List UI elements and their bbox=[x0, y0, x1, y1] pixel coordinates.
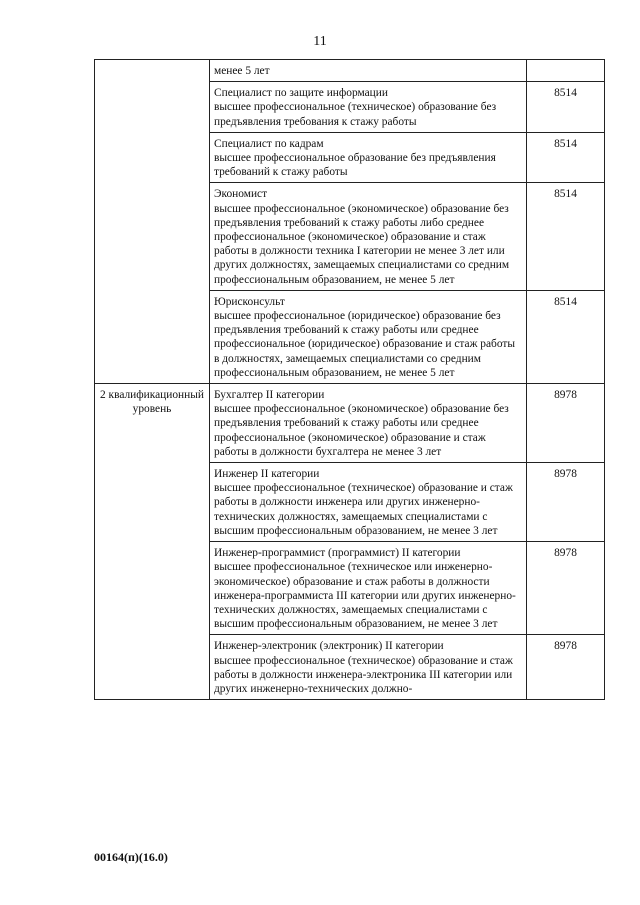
salary-cell: 8978 bbox=[527, 635, 605, 700]
position-cell bbox=[210, 60, 527, 82]
position-title: Бухгалтер II категории bbox=[214, 389, 325, 402]
position-title: Экономист bbox=[214, 188, 268, 201]
position-cell bbox=[210, 132, 527, 183]
position-description: менее 5 лет bbox=[214, 65, 270, 77]
salary-cell: 8514 bbox=[527, 183, 605, 290]
position-cell bbox=[210, 183, 527, 290]
salary-cell bbox=[527, 60, 605, 82]
salary-cell: 8514 bbox=[527, 82, 605, 133]
qualification-table bbox=[94, 59, 605, 700]
salary-cell: 8514 bbox=[527, 290, 605, 383]
salary-cell: 8978 bbox=[527, 463, 605, 542]
position-title: Инженер-электроник (электроник) II категории bbox=[214, 640, 444, 653]
table-row bbox=[95, 60, 605, 82]
position-cell bbox=[210, 635, 527, 700]
position-description: высшее профессиональное (техническое) образование и стаж работы в должности инженера-электроника III категории или других инженерно-технических должно- bbox=[214, 654, 513, 695]
position-cell bbox=[210, 542, 527, 635]
position-title: Юрисконсульт bbox=[214, 295, 285, 308]
position-title: Инженер II категории bbox=[214, 468, 320, 481]
position-description: высшее профессиональное (юридическое) образование без предъявления требований к стажу работы или среднее профессиональное (юридическое) образование и стаж работы в должностях, замещаемых специалистами со средним профессиональным образованием, не менее 5 лет bbox=[214, 310, 516, 379]
position-cell bbox=[210, 463, 527, 542]
position-title: Специалист по защите информации bbox=[214, 87, 388, 100]
position-cell bbox=[210, 290, 527, 383]
table-row bbox=[95, 384, 605, 463]
position-description: высшее профессиональное (техническое) образование и стаж работы в должности инженера или других инженерно-технических должностях, замещаемых специалистами с высшим профессиональным образованием, не менее 3 лет bbox=[214, 482, 513, 537]
position-description: высшее профессиональное (экономическое) образование без предъявления требований к стажу работы либо среднее профессиональное (экономическое) образование и стаж работы в должности техника I категории не менее 3 лет или других должностях, замещаемых специалистами со средним профессиональным образованием, не менее 5 лет bbox=[214, 202, 510, 286]
level-cell: 2 квалификационный уровень bbox=[95, 384, 210, 700]
salary-cell: 8978 bbox=[527, 542, 605, 635]
position-description: высшее профессиональное образование без предъявления требований к стажу работы bbox=[214, 152, 496, 179]
position-title: Инженер-программист (программист) II категории bbox=[214, 547, 461, 560]
position-title: Специалист по кадрам bbox=[214, 137, 324, 150]
level-cell bbox=[95, 60, 210, 384]
position-description: высшее профессиональное (техническое) образование без предъявления требования к стажу работы bbox=[214, 101, 497, 128]
position-cell bbox=[210, 384, 527, 463]
page-number: 11 bbox=[313, 34, 327, 49]
document-code: 00164(п)(16.0) bbox=[94, 850, 168, 864]
salary-cell: 8978 bbox=[527, 384, 605, 463]
position-description: высшее профессиональное (экономическое) образование без предъявления требований к стажу работы или среднее профессиональное (экономическое) образование и стаж работы в должности бухгалтера не менее 3 лет bbox=[214, 403, 509, 458]
salary-cell: 8514 bbox=[527, 132, 605, 183]
position-cell bbox=[210, 82, 527, 133]
position-description: высшее профессиональное (техническое или инженерно-экономическое) образование и стаж работы в должности инженера-программиста III категории или других инженерно-технических должностях, замещаемых специалистами с высшим профессиональным образованием, не менее 3 лет bbox=[214, 561, 516, 631]
